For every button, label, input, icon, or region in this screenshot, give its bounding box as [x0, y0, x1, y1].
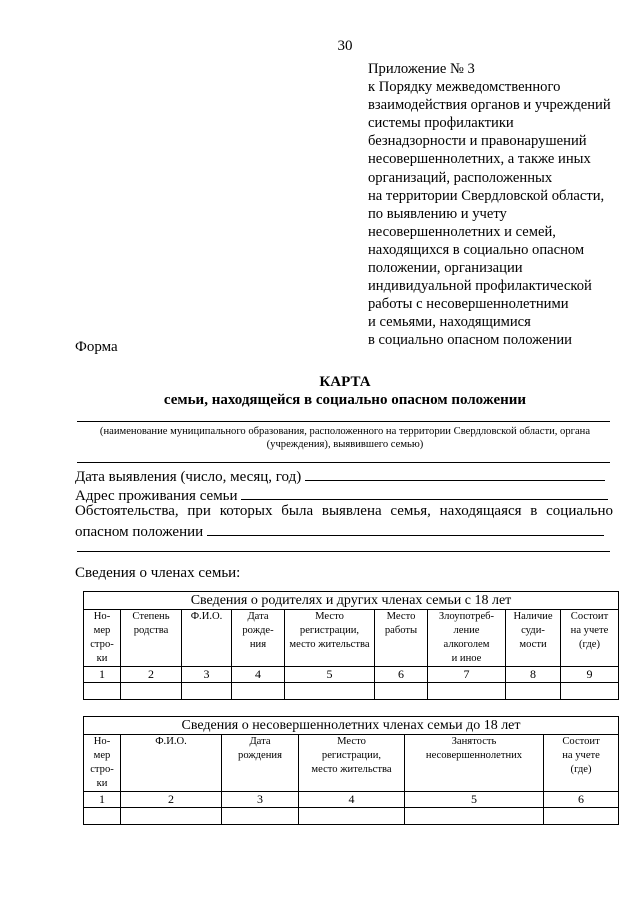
org-note-line-1: (наименование муниципального образования, расположенного на территории Свердловской области, органа	[99, 426, 591, 437]
table-cell-empty[interactable]	[428, 683, 506, 700]
column-header-line: Злоупотреб-	[438, 611, 495, 622]
table-cell-empty[interactable]	[506, 683, 561, 700]
column-header-line: Состоит	[570, 611, 609, 622]
column-header-line: Ф.И.О.	[155, 736, 187, 747]
org-name-line-2[interactable]	[77, 462, 610, 463]
column-number: 8	[506, 667, 561, 683]
column-header	[222, 735, 299, 792]
appendix-line: на территории Свердловской области,	[368, 187, 605, 204]
column-header	[182, 610, 232, 667]
appendix-line: и семьями, находящимися	[368, 314, 531, 331]
circumstances-label: опасном положении	[75, 524, 204, 540]
org-name-line[interactable]	[77, 421, 610, 422]
appendix-line: несовершеннолетних и семей,	[368, 223, 556, 240]
column-header	[428, 610, 506, 667]
column-header-line: Место	[337, 736, 366, 747]
column-number: 6	[544, 792, 619, 808]
table-cell-empty[interactable]	[84, 808, 121, 825]
column-header-line: стро-	[90, 764, 114, 775]
circumstances-input[interactable]	[207, 521, 604, 536]
card-title: КАРТА	[319, 374, 371, 390]
column-header	[84, 735, 121, 792]
column-header	[232, 610, 285, 667]
circumstances-line-extra[interactable]	[77, 551, 610, 552]
column-header-line: несовершеннолетних	[425, 750, 523, 761]
column-header-line: Степень	[132, 611, 170, 622]
appendix-line: положении, организации	[368, 260, 523, 277]
column-number: 9	[561, 667, 619, 683]
column-header-line: Дата	[247, 611, 269, 622]
table-cell-empty[interactable]	[121, 683, 182, 700]
column-number: 4	[299, 792, 405, 808]
column-header-line: Но-	[93, 736, 111, 747]
page-number: 30	[337, 38, 353, 54]
column-header-line: суди-	[521, 625, 545, 636]
column-header-line: мер	[93, 750, 111, 761]
detection-date-input[interactable]	[305, 466, 605, 481]
minor-members-table	[83, 716, 619, 825]
column-header	[121, 735, 222, 792]
appendix-line: Приложение № 3	[368, 61, 475, 77]
column-number: 2	[121, 667, 182, 683]
column-header	[121, 610, 182, 667]
org-note-line-2: (учреждения), выявившего семью)	[266, 439, 424, 450]
column-header-line: на учете	[562, 750, 600, 761]
column-header-line: Наличие	[513, 611, 553, 622]
table-cell-empty[interactable]	[405, 808, 544, 825]
column-header	[375, 610, 428, 667]
table2-caption: Сведения о несовершеннолетних членах семьи до 18 лет	[84, 717, 619, 735]
detection-date-label: Дата выявления (число, месяц, год)	[75, 469, 302, 485]
column-header-line: ление	[453, 625, 480, 636]
table1-caption: Сведения о родителях и других членах семьи с 18 лет	[84, 592, 619, 610]
appendix-line: несовершеннолетних, а также иных	[368, 151, 591, 168]
table-cell-empty[interactable]	[121, 808, 222, 825]
column-header-line: регистрации,	[321, 750, 382, 761]
column-number: 3	[182, 667, 232, 683]
column-header-line: ния	[249, 639, 267, 650]
appendix-line: системы профилактики	[368, 115, 514, 132]
members-label: Сведения о членах семьи:	[75, 565, 241, 581]
appendix-line: организаций, расположенных	[368, 169, 553, 186]
address-label: Адрес проживания семьи	[75, 488, 238, 504]
column-header-line: Ф.И.О.	[190, 611, 223, 622]
adult-members-table	[83, 591, 619, 700]
column-header-line: работы	[384, 625, 418, 636]
column-header-line: алкоголем	[443, 639, 490, 650]
org-name-note	[80, 425, 610, 451]
column-header	[285, 610, 375, 667]
appendix-line: по выявлению и учету	[368, 205, 507, 222]
table-cell-empty[interactable]	[182, 683, 232, 700]
column-header-line: на учете	[570, 625, 609, 636]
column-header-line: Но-	[93, 611, 111, 622]
column-header	[561, 610, 619, 667]
appendix-line: к Порядку межведомственного	[368, 79, 561, 96]
column-header-line: место жительства	[311, 764, 392, 775]
column-number: 6	[375, 667, 428, 683]
table-cell-empty[interactable]	[232, 683, 285, 700]
table-cell-empty[interactable]	[299, 808, 405, 825]
column-header-line: и иное	[451, 653, 482, 664]
appendix-line: находящихся в социально опасном	[368, 241, 585, 258]
column-header-line: Место	[315, 611, 344, 622]
column-header-line: Место	[386, 611, 416, 622]
table-cell-empty[interactable]	[561, 683, 619, 700]
column-header-line: рожде-	[242, 625, 274, 636]
column-header-line: Дата	[249, 736, 271, 747]
column-header-line: ки	[96, 778, 108, 789]
column-header-line: родства	[133, 625, 169, 636]
column-header-line: место жительства	[289, 639, 370, 650]
column-header-line: (где)	[579, 639, 600, 650]
column-header-line: (где)	[570, 764, 592, 775]
column-number: 7	[428, 667, 506, 683]
table-cell-empty[interactable]	[285, 683, 375, 700]
column-number: 3	[222, 792, 299, 808]
card-subtitle: семьи, находящейся в социально опасном положении	[163, 392, 527, 408]
table-cell-empty[interactable]	[544, 808, 619, 825]
table-cell-empty[interactable]	[222, 808, 299, 825]
appendix-line: работы с несовершеннолетними	[368, 296, 569, 313]
column-number: 5	[405, 792, 544, 808]
column-number: 1	[84, 792, 121, 808]
column-number: 4	[232, 667, 285, 683]
address-field	[75, 485, 608, 505]
circumstances-field	[75, 521, 604, 541]
column-header-line: стро-	[90, 639, 114, 650]
circumstances-line-1: Обстоятельства, при которых была выявлена семья, находящаяся в социально	[75, 503, 613, 519]
column-header-line: регистрации,	[299, 625, 360, 636]
form-label: Форма	[75, 339, 118, 355]
address-input[interactable]	[241, 485, 608, 500]
column-header-line: ки	[96, 653, 108, 664]
column-number: 5	[285, 667, 375, 683]
column-header	[506, 610, 561, 667]
appendix-block	[368, 60, 628, 350]
appendix-line: взаимодействия органов и учреждений	[368, 97, 611, 114]
column-header-line: мер	[93, 625, 111, 636]
column-header-line: мости	[519, 639, 547, 650]
table-cell-empty[interactable]	[375, 683, 428, 700]
detection-date-field	[75, 466, 605, 486]
column-header	[299, 735, 405, 792]
column-number: 2	[121, 792, 222, 808]
column-header	[405, 735, 544, 792]
table-cell-empty[interactable]	[84, 683, 121, 700]
appendix-line: безнадзорности и правонарушений	[368, 133, 587, 150]
column-number: 1	[84, 667, 121, 683]
column-header	[544, 735, 619, 792]
appendix-line: индивидуальной профилактической	[368, 278, 592, 295]
appendix-line: в социально опасном положении	[368, 332, 572, 349]
column-header-line: Занятость	[451, 736, 497, 747]
column-header-line: рождения	[238, 750, 282, 761]
column-header-line: Состоит	[562, 736, 600, 747]
column-header	[84, 610, 121, 667]
